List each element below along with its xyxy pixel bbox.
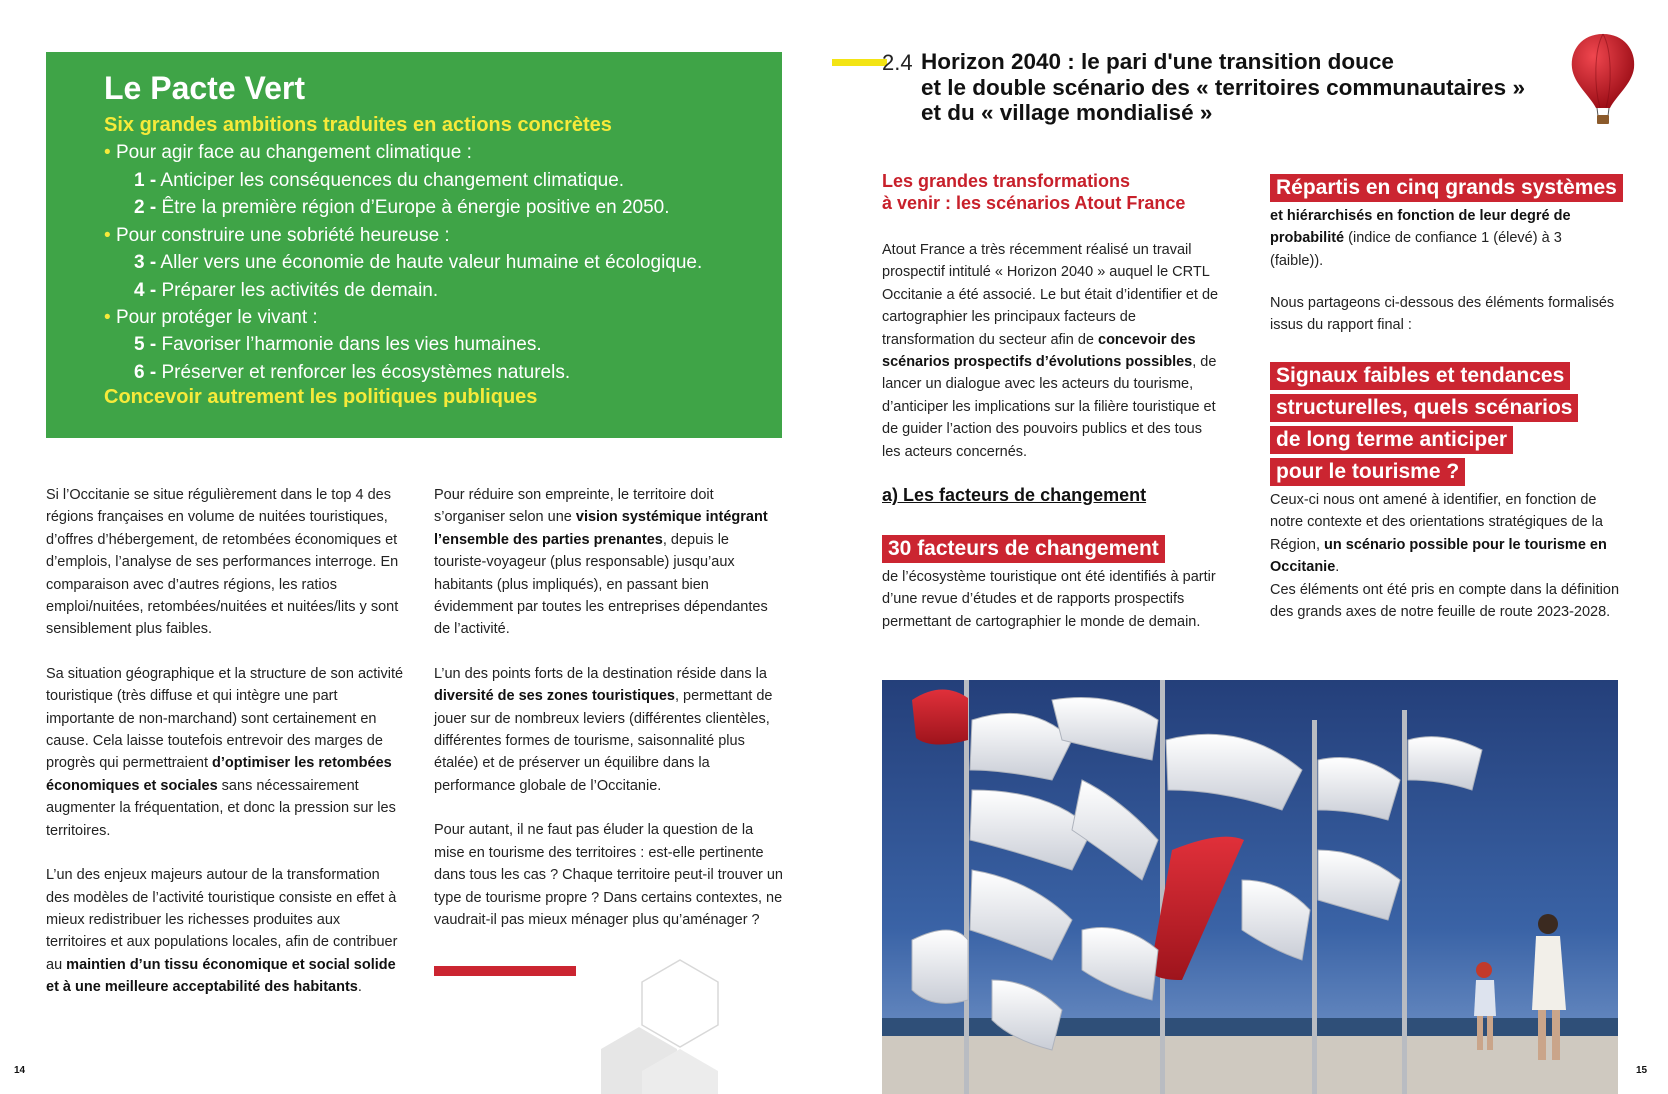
paragraph: Pour autant, il ne faut pas éluder la question de la mise en tourisme des territoires : est-elle pertinente dans tous les cas ? Chaque territoire peut-il trouver un type de tourisme propre ? Dans certains contextes, ne vaudrait-il pas mieux ménager plus qu’aménager ? [434, 822, 783, 928]
group-label: • Pour protéger le vivant : [104, 307, 318, 328]
body-column-2 [434, 484, 784, 931]
paragraph: Sa situation géographique et la structure de son activité touristique (très diffuse et qui intègre une part importante de non-marchand) sont certainement en cause. Cela laisse toutefois entrevoir des marges de progrès qui permettraient d’optimiser les retombées économiques et sociales sans nécessairement augmenter la fréquentation, et donc la pression sur les territoires. [46, 665, 404, 839]
windsocks-photo [882, 680, 1618, 1094]
hexagon-outline [642, 960, 718, 1047]
ambition-item: 6 - Préserver et renforcer les écosystèmes naturels. [134, 362, 571, 383]
ambition-item: 1 - Anticiper les conséquences du changement climatique. [134, 170, 625, 191]
ambition-item: 5 - Favoriser l’harmonie dans les vies humaines. [134, 334, 542, 355]
col1-heading [882, 171, 1185, 214]
atout-france-paragraph: Atout France a très récemment réalisé un travail prospectif intitulé « Horizon 2040 » auquel le CRTL Occitanie a été associé. Le but était d’identifier et de cartographier les principaux facteurs de transformation du secteur afin de concevoir des scénarios prospectifs d’évolutions possibles, de lancer un dialogue avec les acteurs du tourisme, d’anticiper les implications sur la filière touristique et de guider l’action des pouvoirs publics et des tous les acteurs concernés. [882, 242, 1219, 460]
green-box-title: Le Pacte Vert [104, 70, 305, 106]
ambition-item: 3 - Aller vers une économie de haute valeur humaine et écologique. [134, 252, 703, 273]
paragraph: L’un des enjeux majeurs autour de la transformation des modèles de l’activité touristique consiste en effet à mieux redistribuer les richesses produites aux territoires et aux populations locales, afin de contribuer au maintien d’un tissu économique et social solide et à une meilleure acceptabilité des habitants. [46, 867, 398, 996]
page-number-right: 15 [1636, 1065, 1648, 1076]
paragraph: L’un des points forts de la destination réside dans la diversité de ses zones touristiques, permettant de jouer sur de nombreux leviers (différentes clientèles, différentes formes de tourisme, saisonnalité plus étalée) et de préserver un équilibre dans la performance globale de l’Occitanie. [434, 665, 773, 794]
body-column-1 [46, 484, 404, 999]
heading-line: Les grandes transformations [882, 171, 1131, 191]
group-label: • Pour construire une sobriété heureuse : [104, 225, 450, 246]
page-number-left: 14 [14, 1065, 26, 1076]
section-number: 2.4 [882, 50, 913, 75]
label-repartis: Répartis en cinq grands systèmes [1270, 174, 1623, 202]
label-30-facteurs: 30 facteurs de changement [882, 535, 1165, 563]
facteurs-paragraph: de l’écosystème touristique ont été identifiés à partir d’une revue d’études et de rapports prospectifs permettant de cartographier le monde de demain. [882, 569, 1216, 630]
ambition-item: 4 - Préparer les activités de demain. [134, 280, 439, 301]
repartis-paragraph: et hiérarchisés en fonction de leur degré de probabilité (indice de confiance 1 (élevé) à 3 (faible)). [1270, 208, 1571, 269]
section-title-line: Horizon 2040 : le pari d'une transition douce [921, 49, 1394, 74]
signals-label-line: structurelles, quels scénarios [1270, 394, 1578, 422]
signals-label-line: de long terme anticiper [1270, 426, 1513, 454]
heading-line: à venir : les scénarios Atout France [882, 192, 1186, 213]
section-title-line: et du « village mondialisé » [921, 100, 1213, 125]
ambition-item: 2 - Être la première région d’Europe à énergie positive en 2050. [134, 197, 670, 218]
group-label: • Pour agir face au changement climatique : [104, 142, 472, 163]
section-title-line: et le double scénario des « territoires communautaires » [921, 74, 1525, 100]
section-accent-bar [832, 59, 887, 66]
green-box-footer: Concevoir autrement les politiques publiques [104, 386, 538, 408]
partage-paragraph: Nous partageons ci-dessous des éléments formalisés issus du rapport final : [1270, 295, 1615, 334]
paragraph: Pour réduire son empreinte, le territoire doit s’organiser selon une vision systémique intégrant l’ensemble des parties prenantes, depuis le touriste-voyageur (plus responsable) jusqu’aux habitants (plus impliqués), en passant bien évidemment par toutes les entreprises dépendantes de l’activité. [434, 487, 768, 638]
signals-label-line: Signaux faibles et tendances [1270, 362, 1570, 390]
green-box-subtitle: Six grandes ambitions traduites en actions concrètes [104, 114, 612, 136]
subheading-facteurs: a) Les facteurs de changement [882, 485, 1147, 505]
red-divider [434, 966, 576, 976]
scenario-paragraph: Ceux-ci nous ont amené à identifier, en fonction de notre contexte et des orientations stratégiques de la Région, un scénario possible pour le tourisme en Occitanie. Ces éléments ont été pris en compte dans la définition des grands axes de notre feuille de route 2023-2028. [1270, 492, 1620, 621]
paragraph: Si l’Occitanie se situe régulièrement dans le top 4 des régions françaises en volume de nuitées touristiques, d’offres d’hébergement, de retombées économiques et d’emplois, l’analyse de ses performances interroge. En comparaison avec d’autres régions, les ratios emploi/nuitées, retombées/nuitées et nuitées/lits y sont sensiblement plus faibles. [46, 487, 399, 638]
section-title [921, 49, 1525, 126]
hot-air-balloon-icon [1566, 30, 1640, 126]
signals-label-line: pour le tourisme ? [1270, 458, 1465, 486]
hexagon-decoration [590, 955, 790, 1094]
